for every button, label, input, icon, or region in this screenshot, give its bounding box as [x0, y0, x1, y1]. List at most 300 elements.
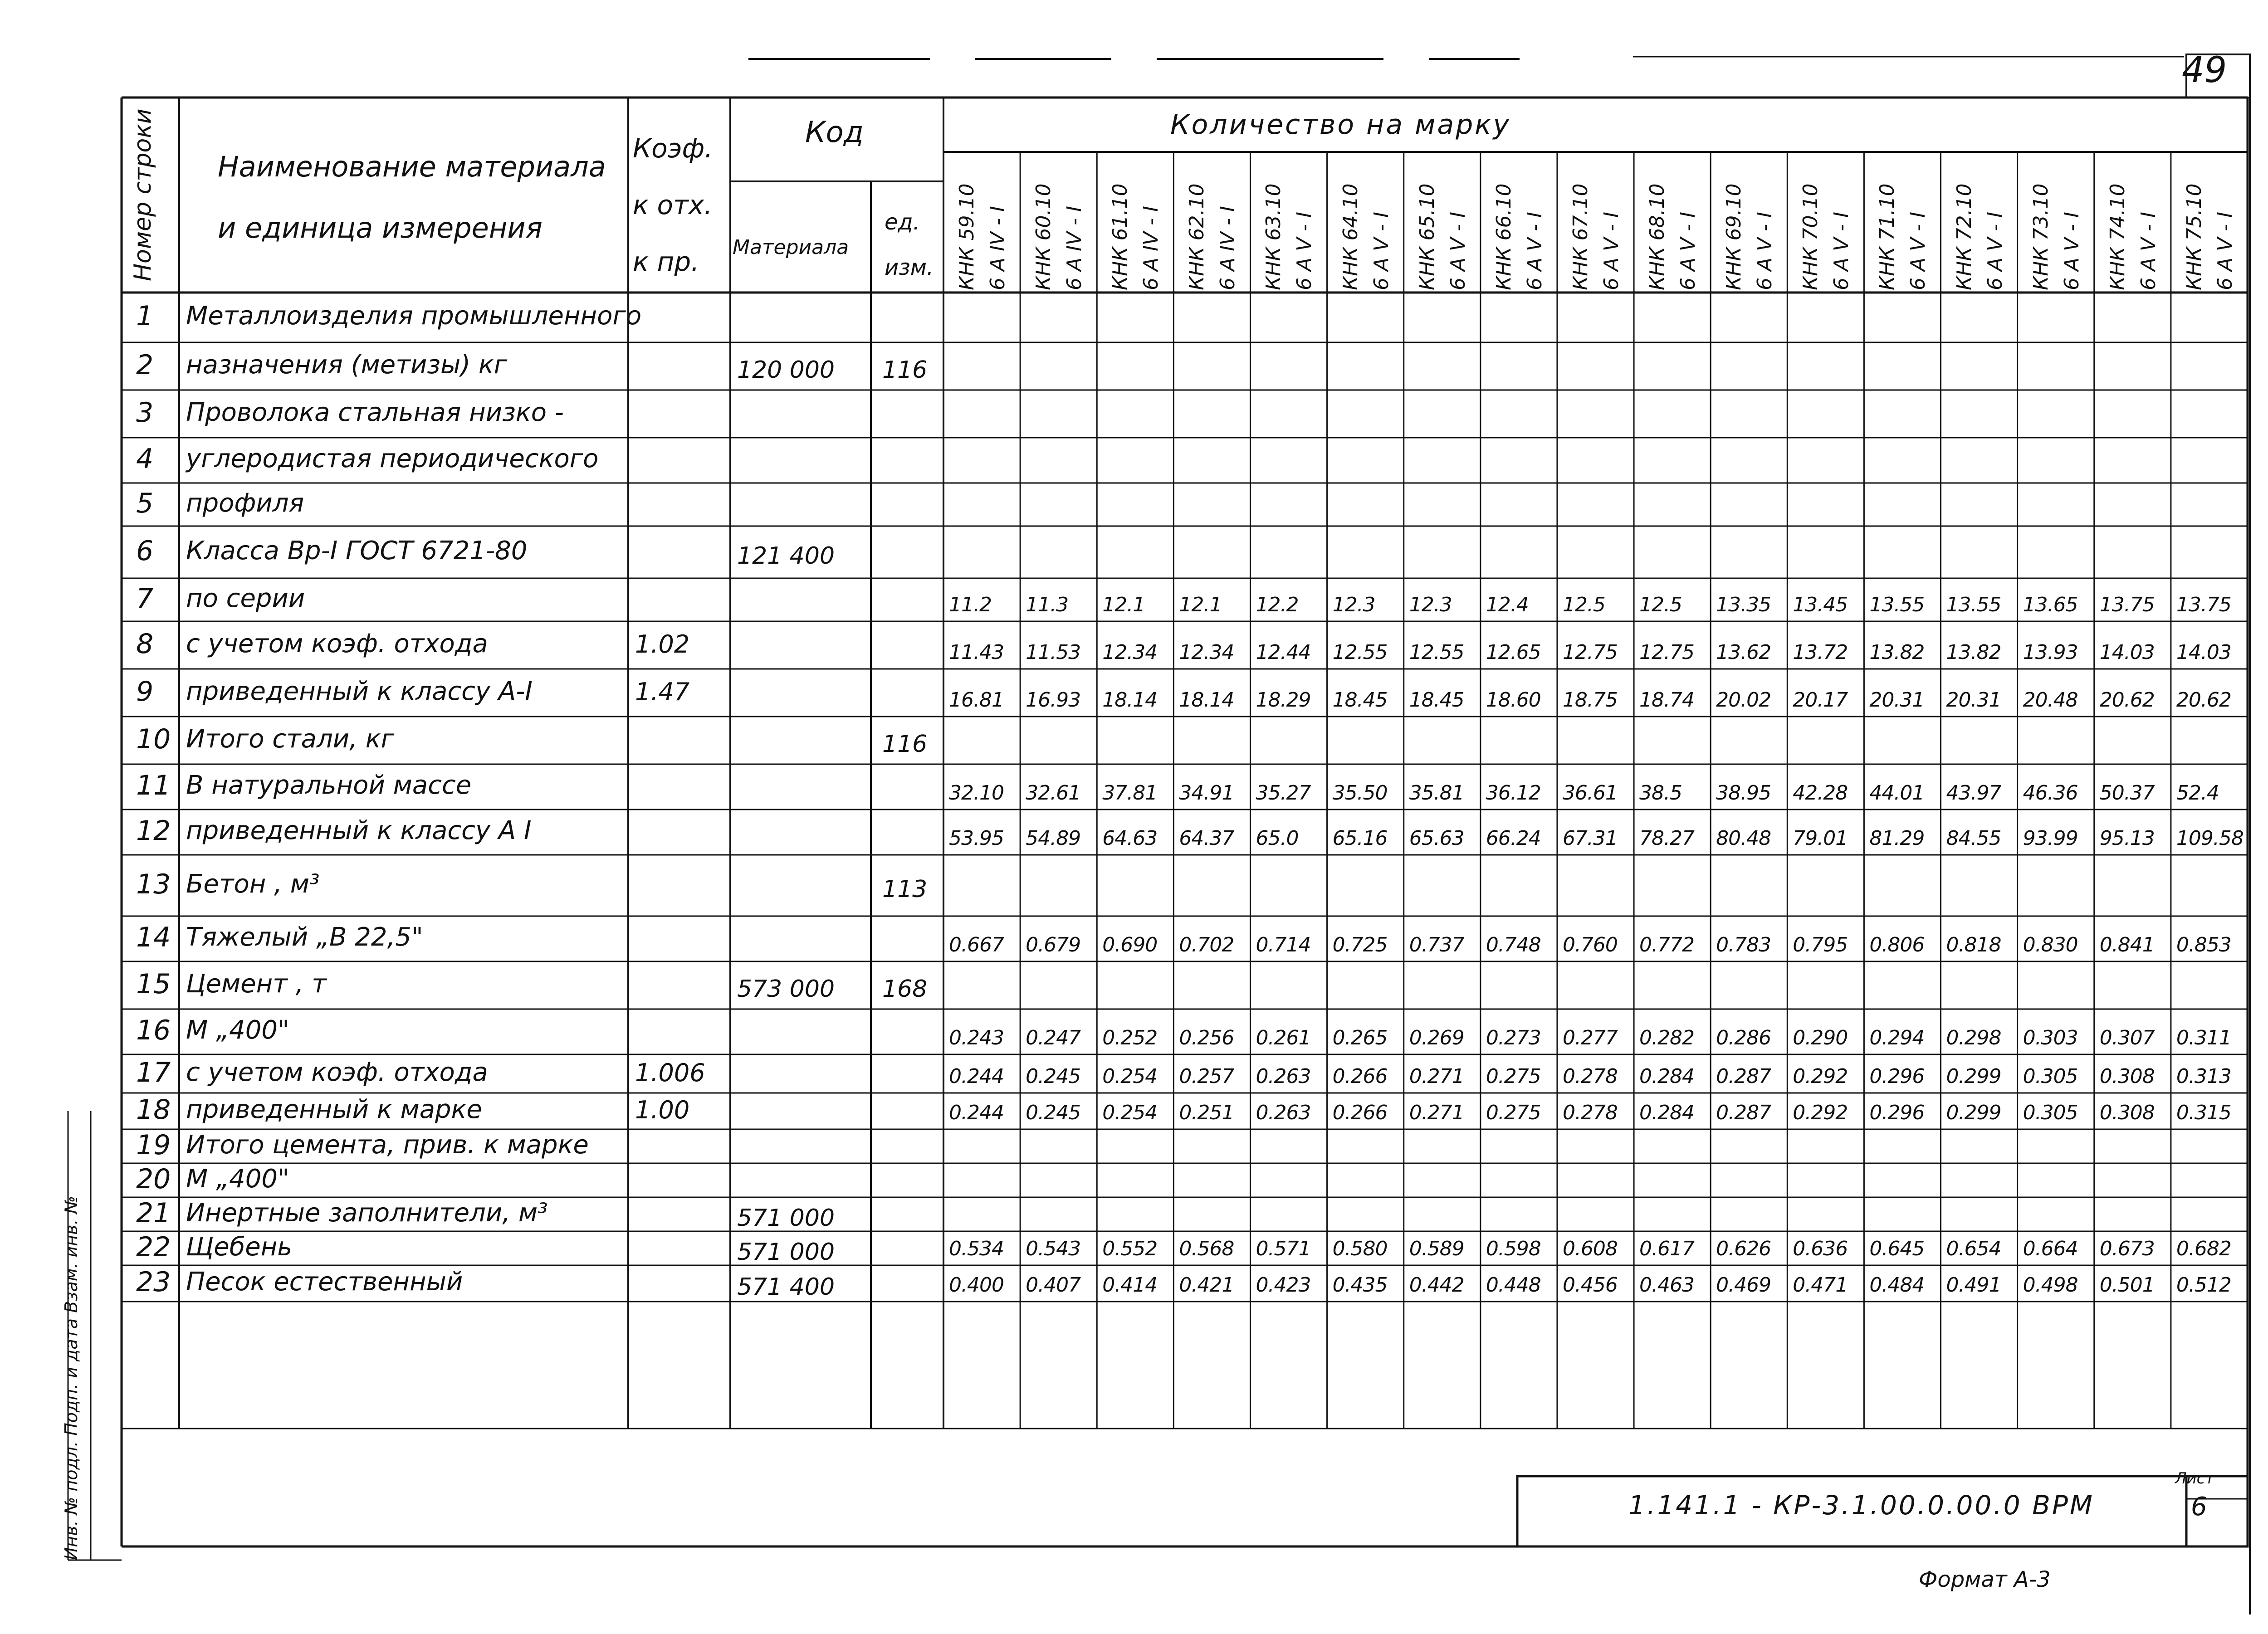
quantity-cell: 0.263 — [1256, 1065, 1311, 1088]
row-material-name: Проволока стальная низко - — [186, 397, 564, 427]
quantity-cell: 11.3 — [1026, 593, 1069, 616]
quantity-cell: 0.469 — [1716, 1273, 1771, 1297]
quantity-cell: 0.830 — [2023, 933, 2078, 956]
quantity-cell: 35.81 — [1409, 781, 1464, 805]
quantity-cell: 0.261 — [1256, 1026, 1311, 1049]
quantity-cell: 0.512 — [2176, 1273, 2231, 1297]
quantity-cell: 12.2 — [1256, 593, 1299, 616]
row-material-name: Итого стали, кг — [186, 724, 395, 754]
quantity-cell: 0.853 — [2176, 933, 2231, 956]
row-number-header: Номер строки — [129, 108, 156, 281]
row-number: 2 — [136, 349, 154, 381]
row-number: 6 — [136, 535, 154, 567]
quantity-cell: 36.61 — [1562, 781, 1618, 805]
row-number: 3 — [136, 396, 154, 429]
coefficient-header — [633, 120, 713, 290]
quantity-cell: 20.62 — [2176, 688, 2231, 712]
mark-steel-class: 6 А IV - I — [1139, 206, 1163, 290]
quantity-cell: 20.31 — [1946, 688, 2001, 712]
row-coefficient: 1.02 — [635, 629, 690, 658]
quantity-cell: 0.463 — [1639, 1273, 1695, 1297]
quantity-cell: 0.783 — [1716, 933, 1771, 956]
quantity-cell: 0.589 — [1409, 1237, 1464, 1260]
quantity-cell: 0.292 — [1793, 1101, 1848, 1124]
quantity-cell: 66.24 — [1486, 827, 1541, 850]
quantity-cell: 0.296 — [1869, 1101, 1925, 1124]
quantity-cell: 0.294 — [1869, 1026, 1925, 1049]
quantity-cell: 0.287 — [1716, 1065, 1771, 1088]
quantity-cell: 84.55 — [1946, 827, 2001, 850]
quantity-cell: 0.421 — [1179, 1273, 1234, 1297]
quantity-cell: 16.93 — [1026, 688, 1081, 712]
row-material-name: Металлоизделия промышленного — [186, 301, 642, 331]
mark-header — [2102, 183, 2164, 290]
quantity-cell: 53.95 — [949, 827, 1004, 850]
row-number: 1 — [136, 300, 154, 332]
quantity-cell: 46.36 — [2023, 781, 2078, 805]
mark-header — [1949, 183, 2011, 290]
quantity-cell: 0.608 — [1562, 1237, 1618, 1260]
quantity-cell: 79.01 — [1793, 827, 1848, 850]
code-header: Код — [805, 116, 864, 149]
row-material-name: Щебень — [186, 1232, 293, 1262]
quantity-cell: 11.2 — [949, 593, 992, 616]
mark-steel-class: 6 А IV - I — [986, 206, 1009, 290]
quantity-cell: 0.442 — [1409, 1273, 1464, 1297]
quantity-cell: 109.58 — [2176, 827, 2244, 850]
quantity-cell: 20.31 — [1869, 688, 1925, 712]
row-material-name: приведенный к классу А I — [186, 816, 532, 845]
quantity-cell: 0.307 — [2099, 1026, 2155, 1049]
row-material-name: с учетом коэф. отхода — [186, 1057, 488, 1087]
row-material-name: М „400" — [186, 1015, 289, 1045]
row-material-name: углеродистая периодического — [186, 444, 599, 473]
quantity-cell: 0.275 — [1486, 1065, 1541, 1088]
row-number: 23 — [136, 1266, 171, 1298]
quantity-cell: 0.247 — [1026, 1026, 1081, 1049]
quantity-cell: 0.471 — [1793, 1273, 1848, 1297]
quantity-cell: 16.81 — [949, 688, 1004, 712]
quantity-cell: 0.245 — [1026, 1101, 1081, 1124]
mark-steel-class: 6 А V - I — [1599, 212, 1623, 290]
row-number: 20 — [136, 1163, 171, 1195]
quantity-cell: 18.75 — [1562, 688, 1618, 712]
quantity-cell: 20.48 — [2023, 688, 2078, 712]
row-material-name: Цемент , т — [186, 969, 327, 999]
mark-steel-class: 6 А V - I — [1523, 212, 1546, 290]
row-number: 8 — [136, 628, 154, 660]
code-material-header: Материала — [733, 236, 849, 259]
quantity-cell: 0.664 — [2023, 1237, 2078, 1260]
quantity-cell: 0.748 — [1486, 933, 1541, 956]
row-number: 15 — [136, 968, 171, 1000]
quantity-cell: 13.93 — [2023, 641, 2078, 664]
quantity-cell: 0.271 — [1409, 1101, 1464, 1124]
quantity-cell: 95.13 — [2099, 827, 2155, 850]
row-material-code: 573 000 — [737, 975, 835, 1003]
mark-steel-class: 6 А V - I — [1677, 212, 1700, 290]
row-number: 11 — [136, 770, 171, 801]
mark-header — [1412, 183, 1474, 290]
quantity-cell: 0.456 — [1562, 1273, 1618, 1297]
mark-header — [1258, 183, 1320, 290]
quantity-cell: 0.257 — [1179, 1065, 1234, 1088]
quantity-cell: 13.35 — [1716, 593, 1771, 616]
quantity-cell: 93.99 — [2023, 827, 2078, 850]
quantity-cell: 13.75 — [2099, 593, 2155, 616]
quantity-cell: 20.62 — [2099, 688, 2155, 712]
mark-header — [1105, 183, 1167, 290]
row-material-name: Итого цемента, прив. к марке — [186, 1130, 589, 1160]
mark-steel-class: 6 А V - I — [2136, 212, 2160, 290]
quantity-cell: 12.55 — [1332, 641, 1388, 664]
mark-name: КНК 71.10 — [1876, 183, 1899, 290]
mark-name: КНК 73.10 — [2029, 183, 2053, 290]
quantity-cell: 0.818 — [1946, 933, 2001, 956]
document-designation: 1.141.1 - КР-3.1.00.0.00.0 ВРМ — [1628, 1490, 2094, 1521]
quantity-cell: 67.31 — [1562, 827, 1618, 850]
quantity-cell: 0.254 — [1102, 1065, 1158, 1088]
mark-steel-class: 6 А V - I — [1293, 212, 1316, 290]
mark-name: КНК 69.10 — [1722, 183, 1746, 290]
quantity-cell: 0.423 — [1256, 1273, 1311, 1297]
quantity-cell: 0.286 — [1716, 1026, 1771, 1049]
row-material-name: В натуральной массе — [186, 771, 472, 800]
mark-name: КНК 70.10 — [1799, 183, 1823, 290]
quantity-cell: 0.315 — [2176, 1101, 2231, 1124]
mark-header — [952, 183, 1013, 290]
code-unit-header-line1: ед. — [885, 210, 920, 235]
quantity-cell: 0.645 — [1869, 1237, 1925, 1260]
quantity-cell: 35.50 — [1332, 781, 1388, 805]
mark-header — [1642, 183, 1704, 290]
quantity-cell: 0.282 — [1639, 1026, 1695, 1049]
quantity-cell: 0.714 — [1256, 933, 1311, 956]
quantity-cell: 0.491 — [1946, 1273, 2001, 1297]
quantity-cell: 12.34 — [1179, 641, 1234, 664]
quantity-cell: 0.725 — [1332, 933, 1388, 956]
mark-name: КНК 75.10 — [2182, 183, 2206, 290]
quantity-cell: 0.277 — [1562, 1026, 1618, 1049]
row-number: 19 — [136, 1129, 171, 1161]
quantity-cell: 18.45 — [1332, 688, 1388, 712]
mark-steel-class: 6 А V - I — [1753, 212, 1777, 290]
row-material-name: с учетом коэф. отхода — [186, 629, 488, 658]
coefficient-header-line2: к отх. — [633, 190, 713, 220]
quantity-cell: 0.251 — [1179, 1101, 1234, 1124]
quantity-cell: 12.5 — [1639, 593, 1682, 616]
quantity-header: Количество на марку — [1170, 109, 1511, 141]
mark-name: КНК 66.10 — [1492, 183, 1515, 290]
quantity-cell: 0.543 — [1026, 1237, 1081, 1260]
mark-name: КНК 72.10 — [1952, 183, 1976, 290]
quantity-cell: 32.10 — [949, 781, 1004, 805]
quantity-cell: 0.263 — [1256, 1101, 1311, 1124]
mark-name: КНК 60.10 — [1032, 183, 1056, 290]
row-unit-code: 168 — [882, 975, 928, 1003]
quantity-cell: 0.299 — [1946, 1101, 2001, 1124]
mark-steel-class: 6 А V - I — [1983, 212, 2007, 290]
quantity-cell: 13.65 — [2023, 593, 2078, 616]
quantity-cell: 35.27 — [1256, 781, 1311, 805]
quantity-cell: 12.1 — [1102, 593, 1145, 616]
material-name-header — [218, 136, 606, 259]
quantity-cell: 12.55 — [1409, 641, 1464, 664]
quantity-cell: 42.28 — [1793, 781, 1848, 805]
quantity-cell: 0.243 — [949, 1026, 1004, 1049]
mark-header — [1872, 183, 1934, 290]
quantity-cell: 37.81 — [1102, 781, 1158, 805]
row-material-name: профиля — [186, 488, 304, 518]
quantity-cell: 0.702 — [1179, 933, 1234, 956]
quantity-cell: 0.284 — [1639, 1101, 1695, 1124]
format-label: Формат А-3 — [1919, 1567, 2051, 1592]
quantity-cell: 0.414 — [1102, 1273, 1158, 1297]
row-number: 13 — [136, 868, 171, 900]
quantity-cell: 0.760 — [1562, 933, 1618, 956]
quantity-cell: 0.534 — [949, 1237, 1004, 1260]
mark-name: КНК 59.10 — [955, 183, 978, 290]
quantity-cell: 65.16 — [1332, 827, 1388, 850]
quantity-cell: 0.448 — [1486, 1273, 1541, 1297]
row-unit-code: 113 — [882, 875, 928, 903]
quantity-cell: 0.244 — [949, 1101, 1004, 1124]
quantity-cell: 0.313 — [2176, 1065, 2231, 1088]
quantity-cell: 0.265 — [1332, 1026, 1388, 1049]
row-number: 12 — [136, 815, 171, 847]
side-binding-note: Инв. № подл. Подп. и дата Взам. инв. № — [61, 1195, 81, 1560]
row-material-name: Класса Вр-I ГОСТ 6721-80 — [186, 536, 528, 566]
quantity-cell: 13.45 — [1793, 593, 1848, 616]
quantity-cell: 14.03 — [2099, 641, 2155, 664]
quantity-cell: 12.3 — [1409, 593, 1452, 616]
quantity-cell: 0.667 — [949, 933, 1004, 956]
quantity-cell: 12.65 — [1486, 641, 1541, 664]
sheet-value: 6 — [2191, 1492, 2207, 1522]
quantity-cell: 0.568 — [1179, 1237, 1234, 1260]
quantity-cell: 0.273 — [1486, 1026, 1541, 1049]
quantity-cell: 0.484 — [1869, 1273, 1925, 1297]
quantity-cell: 0.254 — [1102, 1101, 1158, 1124]
quantity-cell: 0.287 — [1716, 1101, 1771, 1124]
quantity-cell: 0.571 — [1256, 1237, 1311, 1260]
quantity-cell: 0.636 — [1793, 1237, 1848, 1260]
row-material-code: 121 400 — [737, 542, 835, 570]
quantity-cell: 0.271 — [1409, 1065, 1464, 1088]
quantity-cell: 0.305 — [2023, 1101, 2078, 1124]
quantity-cell: 13.62 — [1716, 641, 1771, 664]
quantity-cell: 12.3 — [1332, 593, 1375, 616]
row-material-code: 571 000 — [737, 1204, 835, 1232]
mark-steel-class: 6 А V - I — [2060, 212, 2083, 290]
quantity-cell: 52.4 — [2176, 781, 2219, 805]
quantity-cell: 0.245 — [1026, 1065, 1081, 1088]
row-number: 21 — [136, 1197, 171, 1229]
row-material-name: приведенный к марке — [186, 1095, 482, 1124]
mark-name: КНК 74.10 — [2106, 183, 2129, 290]
quantity-cell: 11.53 — [1026, 641, 1081, 664]
quantity-cell: 0.679 — [1026, 933, 1081, 956]
quantity-cell: 0.299 — [1946, 1065, 2001, 1088]
row-number: 10 — [136, 723, 171, 755]
row-coefficient: 1.47 — [635, 677, 690, 706]
quantity-cell: 12.1 — [1179, 593, 1222, 616]
quantity-cell: 0.252 — [1102, 1026, 1158, 1049]
mark-name: КНК 63.10 — [1262, 183, 1286, 290]
quantity-cell: 0.278 — [1562, 1101, 1618, 1124]
quantity-cell: 0.690 — [1102, 933, 1158, 956]
mark-name: КНК 68.10 — [1646, 183, 1669, 290]
quantity-cell: 18.14 — [1102, 688, 1158, 712]
quantity-cell: 44.01 — [1869, 781, 1925, 805]
quantity-cell: 18.29 — [1256, 688, 1311, 712]
quantity-cell: 12.75 — [1639, 641, 1695, 664]
quantity-cell: 0.772 — [1639, 933, 1695, 956]
material-name-header-line1: Наименование материала — [218, 150, 606, 183]
row-unit-code: 116 — [882, 730, 928, 758]
row-number: 4 — [136, 443, 154, 475]
quantity-cell: 0.308 — [2099, 1065, 2155, 1088]
mark-steel-class: 6 А IV - I — [1063, 206, 1086, 290]
mark-header — [1335, 183, 1397, 290]
quantity-cell: 54.89 — [1026, 827, 1081, 850]
row-material-name: приведенный к классу А-I — [186, 676, 533, 706]
quantity-cell: 0.303 — [2023, 1026, 2078, 1049]
row-material-name: Песок естественный — [186, 1267, 463, 1297]
mark-header — [1795, 183, 1857, 290]
quantity-cell: 0.298 — [1946, 1026, 2001, 1049]
quantity-cell: 0.673 — [2099, 1237, 2155, 1260]
quantity-cell: 18.45 — [1409, 688, 1464, 712]
mark-steel-class: 6 А V - I — [1369, 212, 1393, 290]
quantity-cell: 0.806 — [1869, 933, 1925, 956]
quantity-cell: 12.5 — [1562, 593, 1605, 616]
row-coefficient: 1.006 — [635, 1058, 705, 1087]
quantity-cell: 65.0 — [1256, 827, 1299, 850]
row-material-name: Бетон , м³ — [186, 869, 320, 899]
quantity-cell: 43.97 — [1946, 781, 2001, 805]
mark-steel-class: 6 А V - I — [1906, 212, 1930, 290]
quantity-cell: 0.795 — [1793, 933, 1848, 956]
quantity-cell: 0.256 — [1179, 1026, 1234, 1049]
quantity-cell: 0.617 — [1639, 1237, 1695, 1260]
quantity-cell: 65.63 — [1409, 827, 1464, 850]
quantity-cell: 13.82 — [1946, 641, 2001, 664]
quantity-cell: 14.03 — [2176, 641, 2231, 664]
mark-header — [1719, 183, 1780, 290]
quantity-cell: 13.82 — [1869, 641, 1925, 664]
quantity-cell: 18.74 — [1639, 688, 1695, 712]
code-unit-header — [885, 200, 934, 290]
mark-header — [2026, 183, 2087, 290]
row-number: 14 — [136, 922, 171, 953]
row-number: 16 — [136, 1015, 171, 1046]
quantity-cell: 12.4 — [1486, 593, 1529, 616]
mark-steel-class: 6 А IV - I — [1216, 206, 1240, 290]
quantity-cell: 0.305 — [2023, 1065, 2078, 1088]
quantity-cell: 20.17 — [1793, 688, 1848, 712]
quantity-cell: 18.14 — [1179, 688, 1234, 712]
quantity-cell: 0.841 — [2099, 933, 2155, 956]
quantity-cell: 38.5 — [1639, 781, 1682, 805]
quantity-cell: 0.269 — [1409, 1026, 1464, 1049]
mark-steel-class: 6 А V - I — [2213, 212, 2237, 290]
mark-header — [2179, 183, 2241, 290]
code-unit-header-line2: изм. — [885, 255, 934, 280]
quantity-cell: 38.95 — [1716, 781, 1771, 805]
quantity-cell: 13.55 — [1869, 593, 1925, 616]
row-material-name: Инертные заполнители, м³ — [186, 1198, 548, 1228]
coefficient-header-line3: к пр. — [633, 246, 699, 277]
quantity-cell: 11.43 — [949, 641, 1004, 664]
quantity-cell: 0.552 — [1102, 1237, 1158, 1260]
row-material-code: 571 000 — [737, 1238, 835, 1266]
mark-name: КНК 64.10 — [1339, 183, 1362, 290]
mark-name: КНК 65.10 — [1415, 183, 1439, 290]
material-name-header-line2: и единица измерения — [218, 211, 543, 244]
quantity-cell: 0.266 — [1332, 1101, 1388, 1124]
quantity-cell: 0.435 — [1332, 1273, 1388, 1297]
quantity-cell: 0.626 — [1716, 1237, 1771, 1260]
row-material-name: по серии — [186, 583, 305, 613]
mark-header — [1489, 183, 1550, 290]
quantity-cell: 81.29 — [1869, 827, 1925, 850]
quantity-cell: 18.60 — [1486, 688, 1541, 712]
quantity-cell: 0.292 — [1793, 1065, 1848, 1088]
row-number: 7 — [136, 582, 154, 615]
quantity-cell: 13.55 — [1946, 593, 2001, 616]
sheet-number: 49 — [2182, 50, 2227, 91]
row-material-code: 120 000 — [737, 356, 835, 384]
sheet-label: Лист — [2175, 1469, 2214, 1488]
mark-header — [1565, 183, 1627, 290]
mark-header — [1028, 183, 1090, 290]
quantity-cell: 0.654 — [1946, 1237, 2001, 1260]
coefficient-header-line1: Коэф. — [633, 133, 713, 164]
row-unit-code: 116 — [882, 356, 928, 384]
mark-steel-class: 6 А V - I — [1830, 212, 1853, 290]
quantity-cell: 0.598 — [1486, 1237, 1541, 1260]
quantity-cell: 50.37 — [2099, 781, 2155, 805]
row-coefficient: 1.00 — [635, 1096, 690, 1124]
mark-name: КНК 62.10 — [1185, 183, 1209, 290]
quantity-cell: 0.682 — [2176, 1237, 2231, 1260]
row-material-name: М „400" — [186, 1164, 289, 1194]
row-material-name: Тяжелый „В 22,5" — [186, 922, 423, 952]
quantity-cell: 64.63 — [1102, 827, 1158, 850]
quantity-cell: 13.72 — [1793, 641, 1848, 664]
quantity-cell: 34.91 — [1179, 781, 1234, 805]
mark-name: КНК 67.10 — [1569, 183, 1592, 290]
quantity-cell: 0.737 — [1409, 933, 1464, 956]
quantity-cell: 0.498 — [2023, 1273, 2078, 1297]
quantity-cell: 0.501 — [2099, 1273, 2155, 1297]
row-number: 18 — [136, 1094, 171, 1126]
row-number: 9 — [136, 675, 154, 707]
row-number: 17 — [136, 1056, 171, 1088]
quantity-cell: 0.266 — [1332, 1065, 1388, 1088]
quantity-cell: 0.400 — [949, 1273, 1004, 1297]
quantity-cell: 0.290 — [1793, 1026, 1848, 1049]
quantity-cell: 32.61 — [1026, 781, 1081, 805]
quantity-cell: 12.44 — [1256, 641, 1311, 664]
row-material-name: назначения (метизы) кг — [186, 350, 508, 380]
quantity-cell: 0.407 — [1026, 1273, 1081, 1297]
quantity-cell: 0.311 — [2176, 1026, 2231, 1049]
quantity-cell: 0.244 — [949, 1065, 1004, 1088]
quantity-cell: 12.75 — [1562, 641, 1618, 664]
quantity-cell: 0.284 — [1639, 1065, 1695, 1088]
